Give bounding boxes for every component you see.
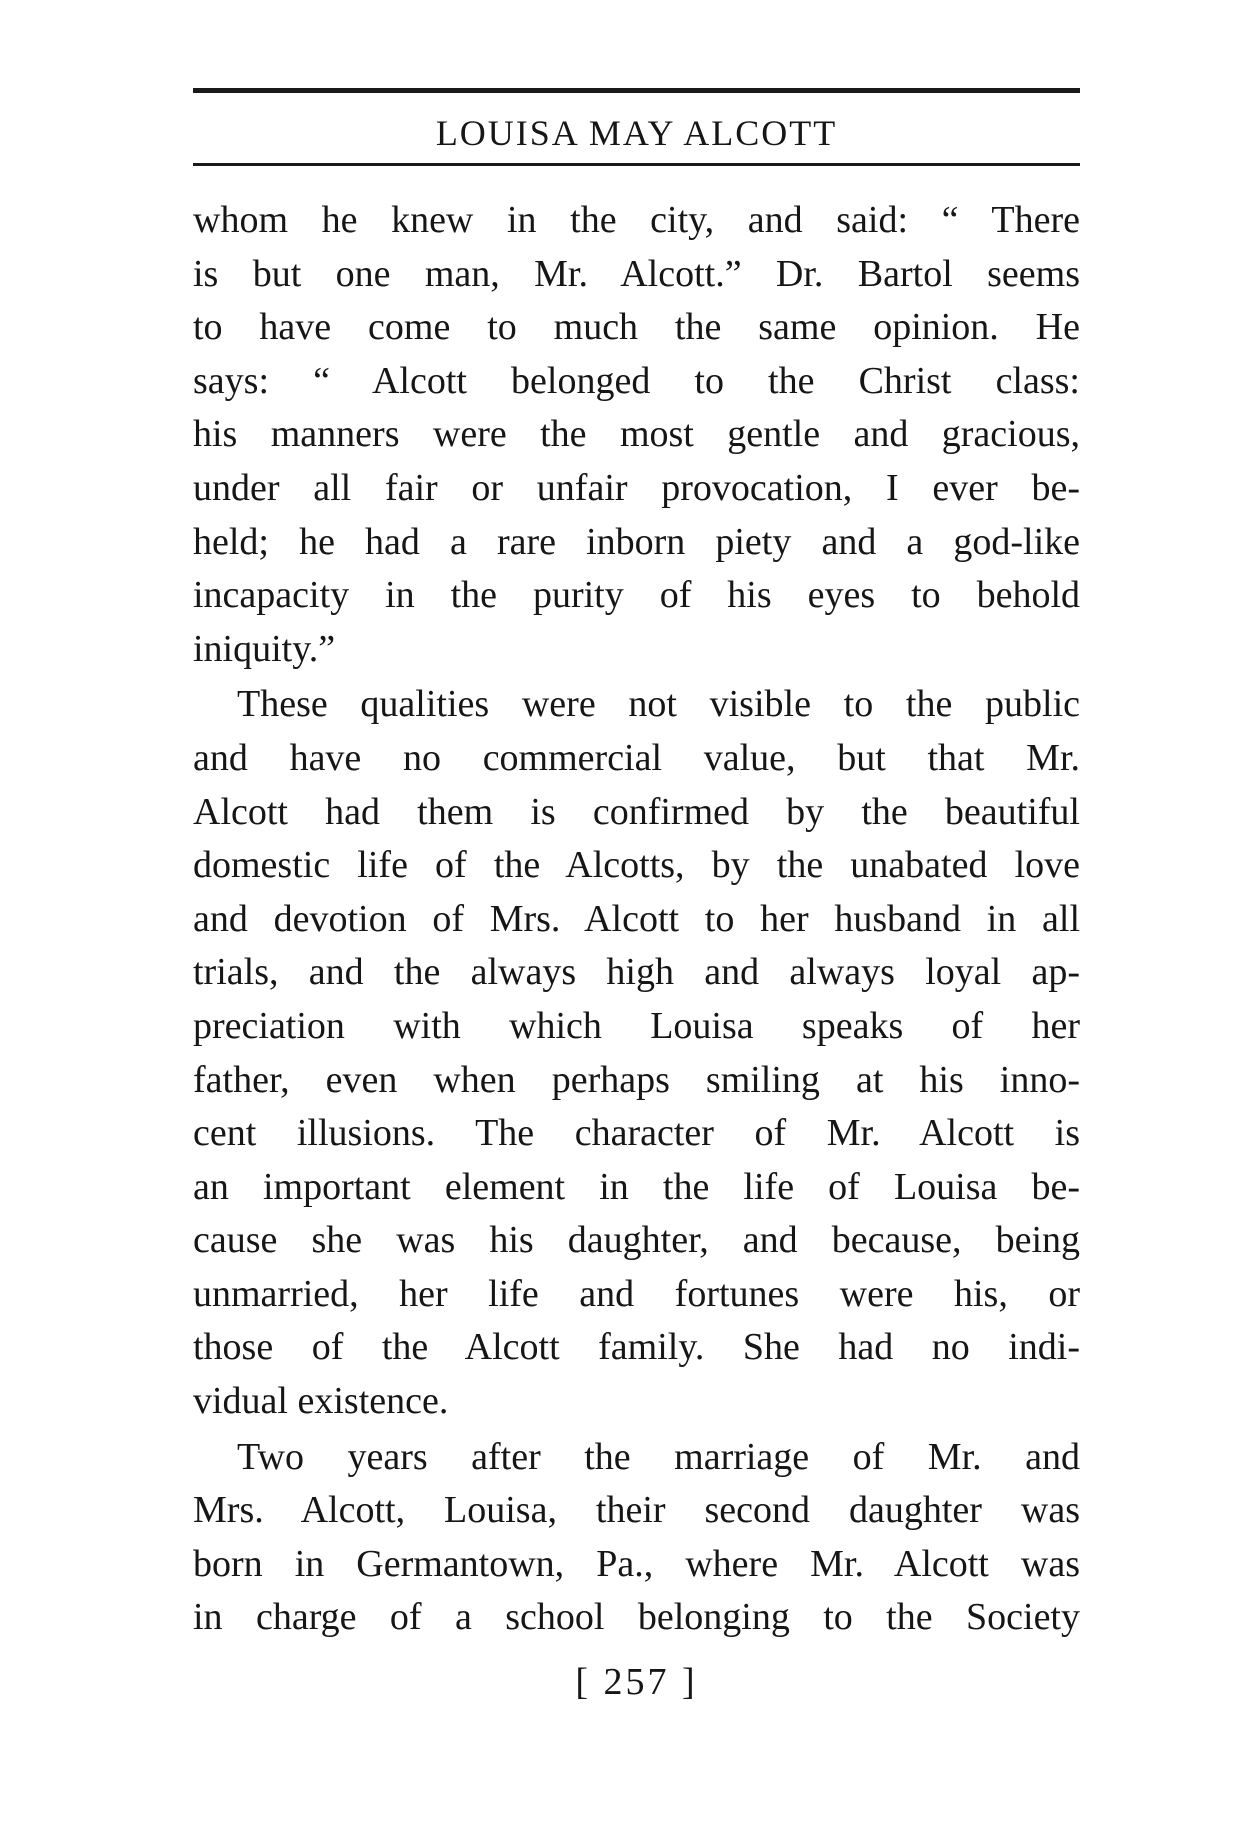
text-line: held; he had a rare inborn piety and a god-like — [193, 520, 1080, 563]
text-line: Two years after the marriage of Mr. and — [237, 1435, 1080, 1478]
text-line: Alcott had them is confirmed by the beautiful — [193, 790, 1080, 833]
text-line: is but one man, Mr. Alcott.” Dr. Bartol seems — [193, 252, 1080, 295]
text-line: cause she was his daughter, and because, being — [193, 1219, 1080, 1262]
text-line: Mrs. Alcott, Louisa, their second daughter was — [193, 1489, 1080, 1532]
paragraph-3 — [193, 1431, 1080, 1645]
text-line: to have come to much the same opinion. He — [193, 306, 1080, 349]
text-line: says: “ Alcott belonged to the Christ class: — [193, 359, 1080, 402]
body-text — [193, 194, 1080, 1645]
text-line: iniquity.” — [193, 627, 336, 670]
text-line: incapacity in the purity of his eyes to behold — [193, 574, 1080, 617]
text-line: father, even when perhaps smiling at his inno- — [193, 1058, 1080, 1101]
text-line: those of the Alcott family. She had no indi- — [193, 1326, 1080, 1369]
text-line: unmarried, her life and fortunes were his, or — [193, 1272, 1080, 1315]
text-line: in charge of a school belonging to the Society — [193, 1596, 1080, 1639]
text-line: born in Germantown, Pa., where Mr. Alcott was — [193, 1542, 1080, 1585]
page-number: [ 257 ] — [575, 1661, 698, 1703]
text-line: under all fair or unfair provocation, I ever be- — [193, 466, 1080, 509]
text-line: trials, and the always high and always loyal ap- — [193, 951, 1080, 994]
text-line: cent illusions. The character of Mr. Alcott is — [193, 1112, 1080, 1155]
paragraph-2 — [193, 678, 1080, 1428]
book-page — [193, 88, 1080, 1703]
text-line: These qualities were not visible to the public — [237, 683, 1080, 726]
text-line: an important element in the life of Louisa be- — [193, 1165, 1080, 1208]
text-line: and devotion of Mrs. Alcott to her husband in all — [193, 897, 1080, 940]
text-line: vidual existence. — [193, 1380, 449, 1423]
header-rule-top — [193, 88, 1080, 93]
running-head-title: LOUISA MAY ALCOTT — [435, 113, 838, 153]
text-line: his manners were the most gentle and gracious, — [193, 413, 1080, 456]
text-line: and have no commercial value, but that Mr. — [193, 736, 1080, 779]
text-line: domestic life of the Alcotts, by the unabated love — [193, 844, 1080, 887]
text-line: whom he knew in the city, and said: “ There — [193, 199, 1080, 241]
text-line: preciation with which Louisa speaks of her — [193, 1004, 1080, 1047]
header-rule-bottom — [193, 163, 1080, 166]
paragraph-1 — [193, 194, 1080, 676]
